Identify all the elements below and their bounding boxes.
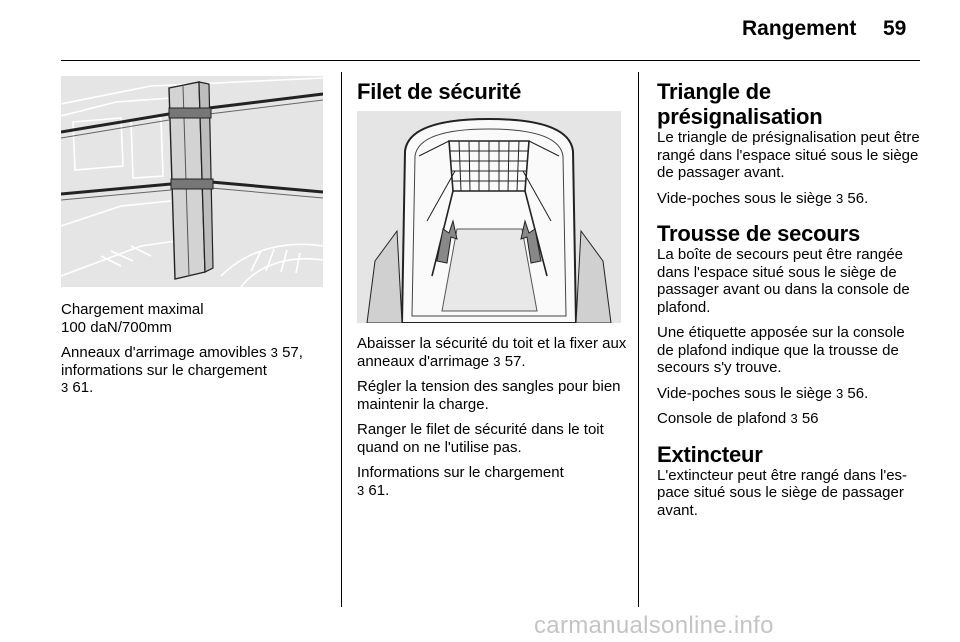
column-1-text	[61, 301, 336, 405]
warning-triangle-storage	[657, 190, 923, 208]
column-2-text	[357, 335, 632, 507]
safety-net-illustration	[357, 111, 621, 323]
storage-text: Vide-poches sous le siège	[657, 189, 837, 207]
step-1-text: Abaisser la sécurité du toit et la fixer aux anneaux d'arrimage	[357, 335, 627, 370]
first-aid-text-1: La boîte de secours peut être rangée dans l'espace situé sous le siège de passager avant ou dans la console de plafond.	[657, 246, 910, 316]
step-1-ref[interactable]: 57.	[504, 352, 526, 370]
extinguisher-text	[657, 467, 923, 520]
storage-text: Vide-poches sous le siège	[657, 384, 837, 402]
lashing-rings-label: Anneaux d'arrimage amovibles	[61, 344, 271, 361]
safety-net-step-2: Régler la tension des sangles pour bien maintenir la charge.	[357, 378, 621, 413]
page-reference-arrow-icon: 3	[836, 385, 844, 401]
storage-ref[interactable]: 56.	[847, 189, 869, 207]
page-number: 59	[883, 17, 907, 40]
page-reference-arrow-icon: 3	[790, 411, 798, 426]
page-reference-arrow-icon: 3	[270, 345, 278, 360]
max-load-value: 100 daN/700mm	[61, 318, 172, 336]
safety-net-step-3: Ranger le filet de sécurité dans le toit quand on ne l'utilise pas.	[357, 421, 604, 456]
safety-net-title: Filet de sécurité	[357, 79, 522, 104]
warning-triangle-title	[657, 79, 923, 129]
column-divider-right	[638, 72, 639, 607]
column-3-text	[657, 79, 923, 527]
safety-net-load-info	[357, 464, 632, 499]
load-info-text: Informations sur le chargement	[357, 464, 564, 481]
load-info-label: informations sur le chargement	[61, 361, 267, 379]
extinguisher-text-line-1: L'extincteur peut être rangé dans l'es-	[657, 466, 908, 484]
roof-console-text: Console de plafond	[657, 410, 791, 427]
extinguisher-title: Extincteur	[657, 441, 763, 467]
page-reference-arrow-icon: 3	[493, 353, 501, 369]
lashing-rings-ref[interactable]: 57,	[282, 344, 303, 361]
first-aid-storage	[657, 385, 923, 403]
page-reference-arrow-icon: 3	[61, 380, 69, 395]
extinguisher-text-line-2: pace situé sous le siège de passager avant.	[657, 484, 904, 519]
header-title: Rangement	[742, 17, 857, 40]
first-aid-title: Trousse de secours	[657, 221, 861, 246]
warning-triangle-text: Le triangle de présignalisation peut être rangé dans l'espace situé sous le siège de passager avant.	[657, 129, 920, 181]
cargo-pillar-illustration	[61, 76, 323, 287]
load-info-ref[interactable]: 61.	[72, 379, 94, 396]
load-info-ref[interactable]: 61.	[368, 481, 390, 499]
column-divider-left	[341, 72, 342, 607]
watermark: carmanualsonline.info	[534, 612, 774, 639]
page-reference-arrow-icon: 3	[836, 190, 844, 206]
header-rule	[61, 60, 920, 61]
roof-console-ref[interactable]: 56	[801, 410, 819, 427]
storage-ref[interactable]: 56.	[847, 384, 869, 402]
page-reference-arrow-icon: 3	[357, 482, 365, 498]
max-load-label: Chargement maximal	[61, 301, 204, 318]
roof-console	[657, 410, 923, 428]
lashing-rings-text	[61, 344, 336, 397]
warning-triangle-title-line-2: présignalisation	[657, 104, 823, 129]
safety-net-step-1	[357, 335, 632, 370]
warning-triangle-title-line-1: Triangle de	[657, 79, 771, 104]
column-2-heading	[357, 79, 627, 104]
first-aid-text-2: Une étiquette apposée sur la console de plafond indique que la trousse de secours s'y trouve.	[657, 324, 905, 376]
